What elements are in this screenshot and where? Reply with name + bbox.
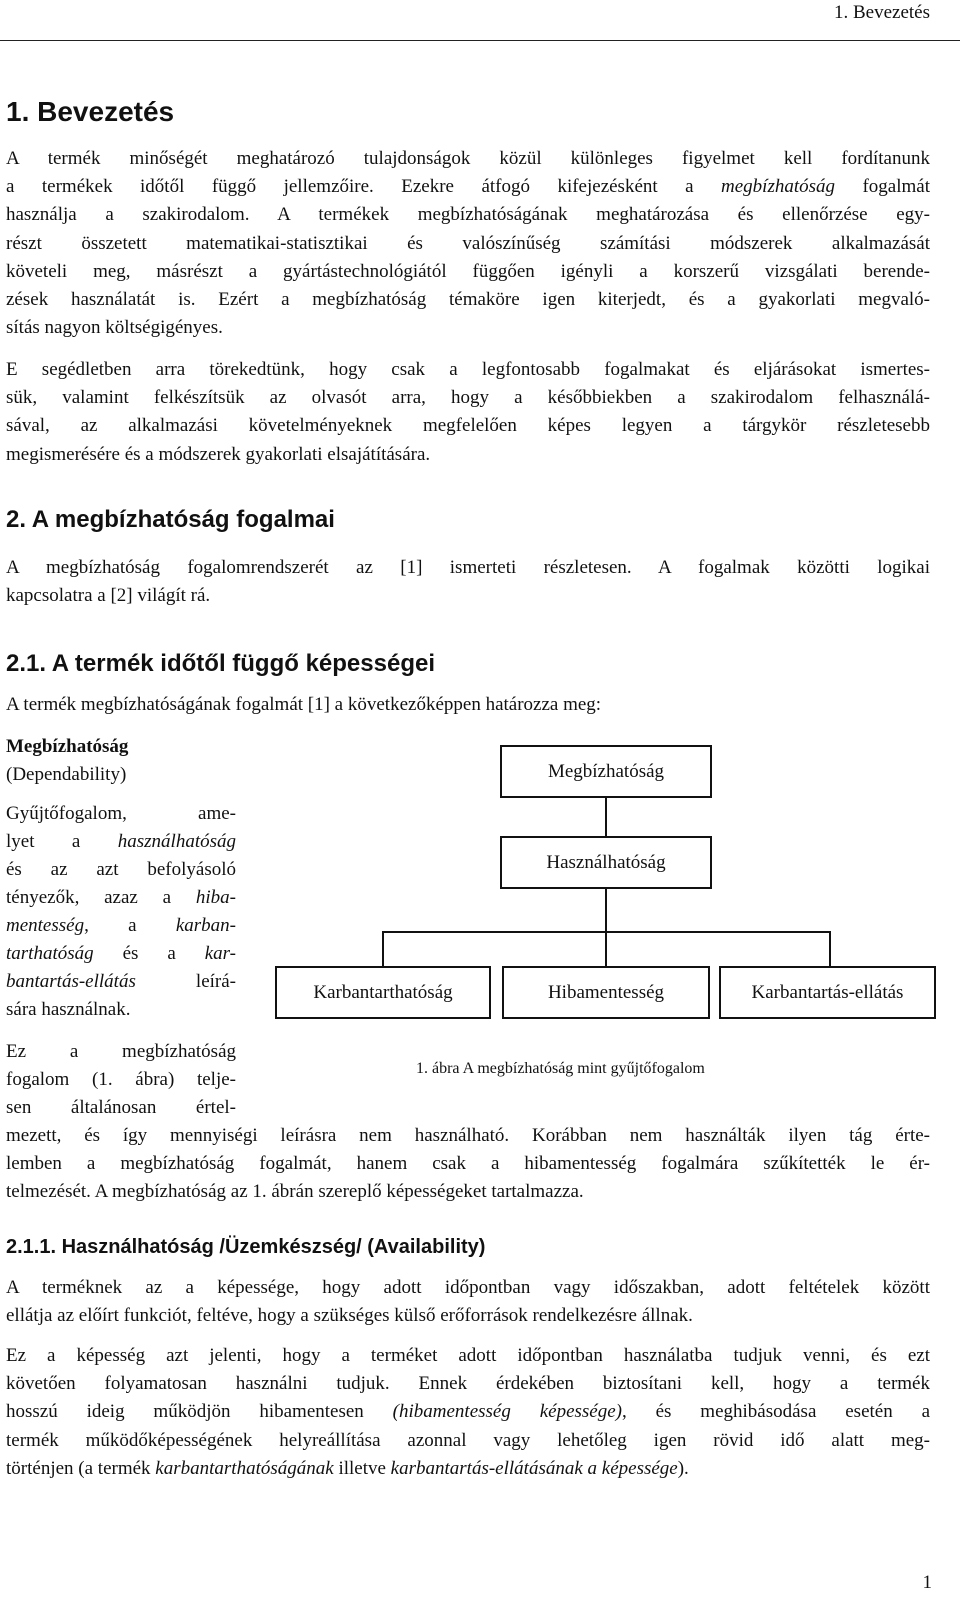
text-line: részt összetett matematikai-statisztikai és valószínűség számítási módszerek alkalmazását (6, 232, 930, 254)
text-line: követeli meg, másrészt a gyártástechnológiától függően igényli a korszerű vizsgálati berende- (6, 260, 930, 282)
running-header: 1. Bevezetés (833, 2, 930, 23)
text-line: E segédletben arra törekedtünk, hogy csak a legfontosabb fogalmakat és eljárásokat ismertes- (6, 359, 930, 380)
connector-line (605, 889, 607, 931)
text-line: tényezők, azaz a hiba- (6, 887, 236, 908)
text-line: bantartás-ellátás leírá- (6, 971, 236, 992)
text-line: lyet a használhatóság (6, 831, 236, 852)
definition-text-continued (6, 1038, 236, 1122)
text-line: zések használatát is. Ezért a megbízhatóság témaköre igen kiterjedt, és a gyakorlati megvaló- (6, 289, 930, 311)
text-line: A megbízhatóság fogalomrendszerét az [1] ismerteti részletesen. A fogalmak közötti logikai (6, 557, 930, 578)
connector-line (382, 931, 384, 966)
text-line: sük, valamint felkészítsük az olvasót arra, hogy a későbbiekben a szakirodalom felhasználá- (6, 387, 930, 409)
definition-english: (Dependability) (6, 764, 127, 785)
text-line: fogalom (1. ábra) telje- (6, 1069, 236, 1090)
text-line: A termék minőségét meghatározó tulajdonságok közül különleges figyelmet kell fordítanunk (6, 148, 930, 169)
box-hibamentesseg: Hibamentesség (502, 966, 710, 1019)
text-line: Gyűjtőfogalom, ame- (6, 803, 236, 824)
text-line: lemben a megbízhatóság fogalmát, hanem csak a hibamentesség fogalmára szűkítették le ér- (6, 1153, 930, 1175)
text-line: sával, az alkalmazási követelményeknek megfelelően képes legyen a tárgykör részletesebb (6, 415, 930, 437)
text-line: mentesség, a karban- (6, 915, 236, 936)
text-line: kapcsolatra a [2] világít rá. (6, 585, 211, 607)
connector-line (605, 798, 607, 836)
text-line: sára használnak. (6, 999, 131, 1020)
text-line: A termék megbízhatóságának fogalmát [1] a következőképpen határozza meg: (6, 694, 602, 715)
emphasis: megbízhatóság (721, 176, 836, 198)
section-2-1-title: 2.1. A termék időtől függő képességei (6, 650, 435, 677)
section-2-1-intro (6, 691, 930, 719)
text-line: a termékek időtől függő jellemzőire. Ezekre átfogó kifejezésként a megbízhatóság fogalmát (6, 176, 931, 198)
definition-block (6, 733, 238, 789)
figure-caption: 1. ábra A megbízhatóság mint gyűjtőfogalom (416, 1060, 705, 1077)
text-line: sen általánosan értel- (6, 1097, 236, 1118)
header-rule (0, 40, 960, 41)
text-line: történjen (a termék karbantarthatóságának illetve karbantartás-ellátásának a képessége). (6, 1457, 689, 1479)
section-2-1-paragraph-2 (6, 1122, 930, 1207)
section-2-1-1-title: 2.1.1. Használhatóság /Üzemkészség/ (Availability) (6, 1236, 486, 1258)
text-line: sítás nagyon költségigényes. (6, 317, 223, 339)
text-line: termék működőképességének helyreállítása azonnal vagy lehetőleg igen rövid idő alatt meg- (6, 1429, 930, 1451)
section-1-paragraph-1 (6, 145, 930, 342)
text-line: követően folyamatosan használni tudjuk. Ennek érdekében biztosítani kell, hogy a termék (6, 1373, 930, 1395)
text-line: mezett, és így mennyiségi leírásra nem használható. Korábban nem használták ilyen tág érte- (6, 1125, 930, 1146)
definition-term: Megbízhatóság (6, 736, 129, 757)
section-2-1-1-paragraph-1 (6, 1274, 930, 1330)
connector-line (605, 931, 607, 966)
box-karbantarthatosag: Karbantarthatóság (275, 966, 491, 1019)
text-line: A terméknek az a képessége, hogy adott időpontban vagy időszakban, adott feltételek között (6, 1277, 930, 1298)
section-1-title: 1. Bevezetés (6, 96, 175, 127)
connector-line (829, 931, 831, 966)
section-2-1-1-paragraph-2 (6, 1342, 930, 1483)
text-line: ellátja az előírt funkciót, feltéve, hogy a szükséges külső erőforrások rendelkezésre állnak. (6, 1305, 693, 1327)
box-hasznalhatosag: Használhatóság (500, 836, 712, 889)
text-line: Ez a képesség azt jelenti, hogy a terméket adott időpontban használatba tudjuk venni, és ezt (6, 1345, 930, 1366)
text-line: és az azt befolyásoló (6, 859, 236, 880)
definition-text (6, 800, 236, 1024)
page-number: 1 (922, 1572, 932, 1593)
section-2-title: 2. A megbízhatóság fogalmai (6, 506, 335, 533)
text-line: tarthatóság és a kar- (6, 943, 236, 964)
box-karbantartas-ellatas: Karbantartás-ellátás (719, 966, 936, 1019)
box-megbizhatosag: Megbízhatóság (500, 745, 712, 798)
text-line: használja a szakirodalom. A termékek megbízhatóságának meghatározása és ellenőrzése egy- (6, 204, 930, 226)
section-2-paragraph-1 (6, 554, 930, 610)
text-line: Ez a megbízhatóság (6, 1041, 236, 1062)
text-line: telmezését. A megbízhatóság az 1. ábrán szereplő képességeket tartalmazza. (6, 1181, 584, 1203)
text-line: hosszú ideig működjön hibamentesen (hibamentesség képessége), és meghibásodása esetén a (6, 1401, 931, 1423)
section-1-paragraph-2 (6, 356, 930, 469)
text-line: megismerésére és a módszerek gyakorlati elsajátítására. (6, 443, 431, 465)
